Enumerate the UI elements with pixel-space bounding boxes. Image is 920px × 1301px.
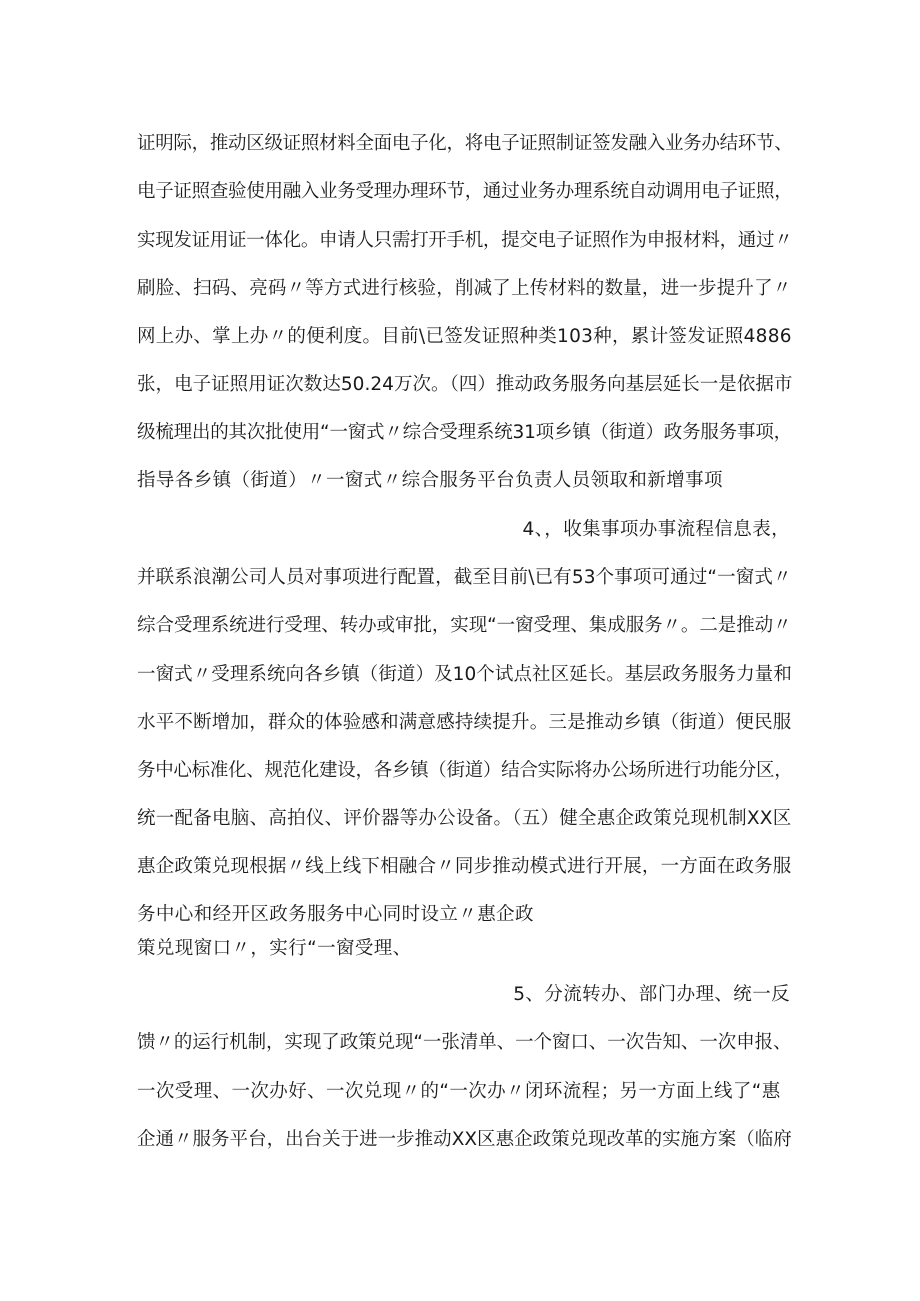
- numbered-item-4: 4、，收集事项办事流程信息表，: [522, 519, 790, 540]
- text-line: 实现发证用证一体化。申请人只需打开手机，提交电子证照作为申报材料，通过〃: [137, 230, 793, 251]
- text-line: 一次受理、一次办好、一次兑现〃的“一次办〃闭环流程；另一方面上线了“惠: [137, 1081, 781, 1102]
- text-line: 统一配备电脑、高拍仪、评价器等办公设备。（五）健全惠企政策兑现机制XX区: [137, 808, 792, 829]
- text-line: 惠企政策兑现根据〃线上线下相融合〃同步推动模式进行开展，一方面在政务服: [137, 856, 792, 877]
- text-line: 并联系浪潮公司人员对事项进行配置，截至目前\已有53个事项可通过“一窗式〃: [137, 567, 792, 588]
- text-line: 务中心标准化、规范化建设，各乡镇（街道）结合实际将办公场所进行功能分区，: [137, 760, 793, 781]
- text-line: 务中心和经开区政务服务中心同时设立〃惠企政: [137, 904, 534, 925]
- text-line: 一窗式〃受理系统向各乡镇（街道）及10个试点社区延长。基层政务服务力量和: [137, 664, 792, 685]
- text-line: 刷脸、扫码、亮码〃等方式进行核验，削减了上传材料的数量，进一步提升了〃: [137, 278, 792, 299]
- text-line: 网上办、掌上办〃的便利度。目前\已签发证照种类103种，累计签发证照4886: [137, 326, 792, 347]
- numbered-item-5: 5、分流转办、部门办理、统一反: [513, 984, 790, 1005]
- text-line: 综合受理系统进行受理、转办或审批，实现“一窗受理、集成服务〃。二是推动〃: [137, 615, 792, 636]
- text-line: 指导各乡镇（街道）〃一窗式〃综合服务平台负责人员领取和新增事项: [137, 470, 723, 491]
- text-line: 电子证照查验使用融入业务受理办理环节，通过业务办理系统自动调用电子证照，: [137, 181, 793, 202]
- text-line: 馈〃的运行机制，实现了政策兑现“一张清单、一个窗口、一次告知、一次申报、: [137, 1032, 792, 1053]
- text-line: 证明际，推动区级证照材料全面电子化，将电子证照制证签发融入业务办结环节、: [137, 133, 793, 154]
- text-line: 水平不断增加，群众的体验感和满意感持续提升。三是推动乡镇（街道）便民服: [137, 712, 792, 733]
- text-line: 企通〃服务平台，出台关于进一步推动XX区惠企政策兑现改革的实施方案（临府: [137, 1129, 792, 1150]
- text-line: 策兑现窗口〃，实行“一窗受理、: [137, 938, 412, 959]
- text-line: 级梳理出的其次批使用“一窗式〃综合受理系统31项乡镇（街道）政务服务事项，: [137, 422, 792, 443]
- text-line: 张，电子证照用证次数达50.24万次。（四）推动政务服务向基层延长一是依据市: [137, 374, 793, 395]
